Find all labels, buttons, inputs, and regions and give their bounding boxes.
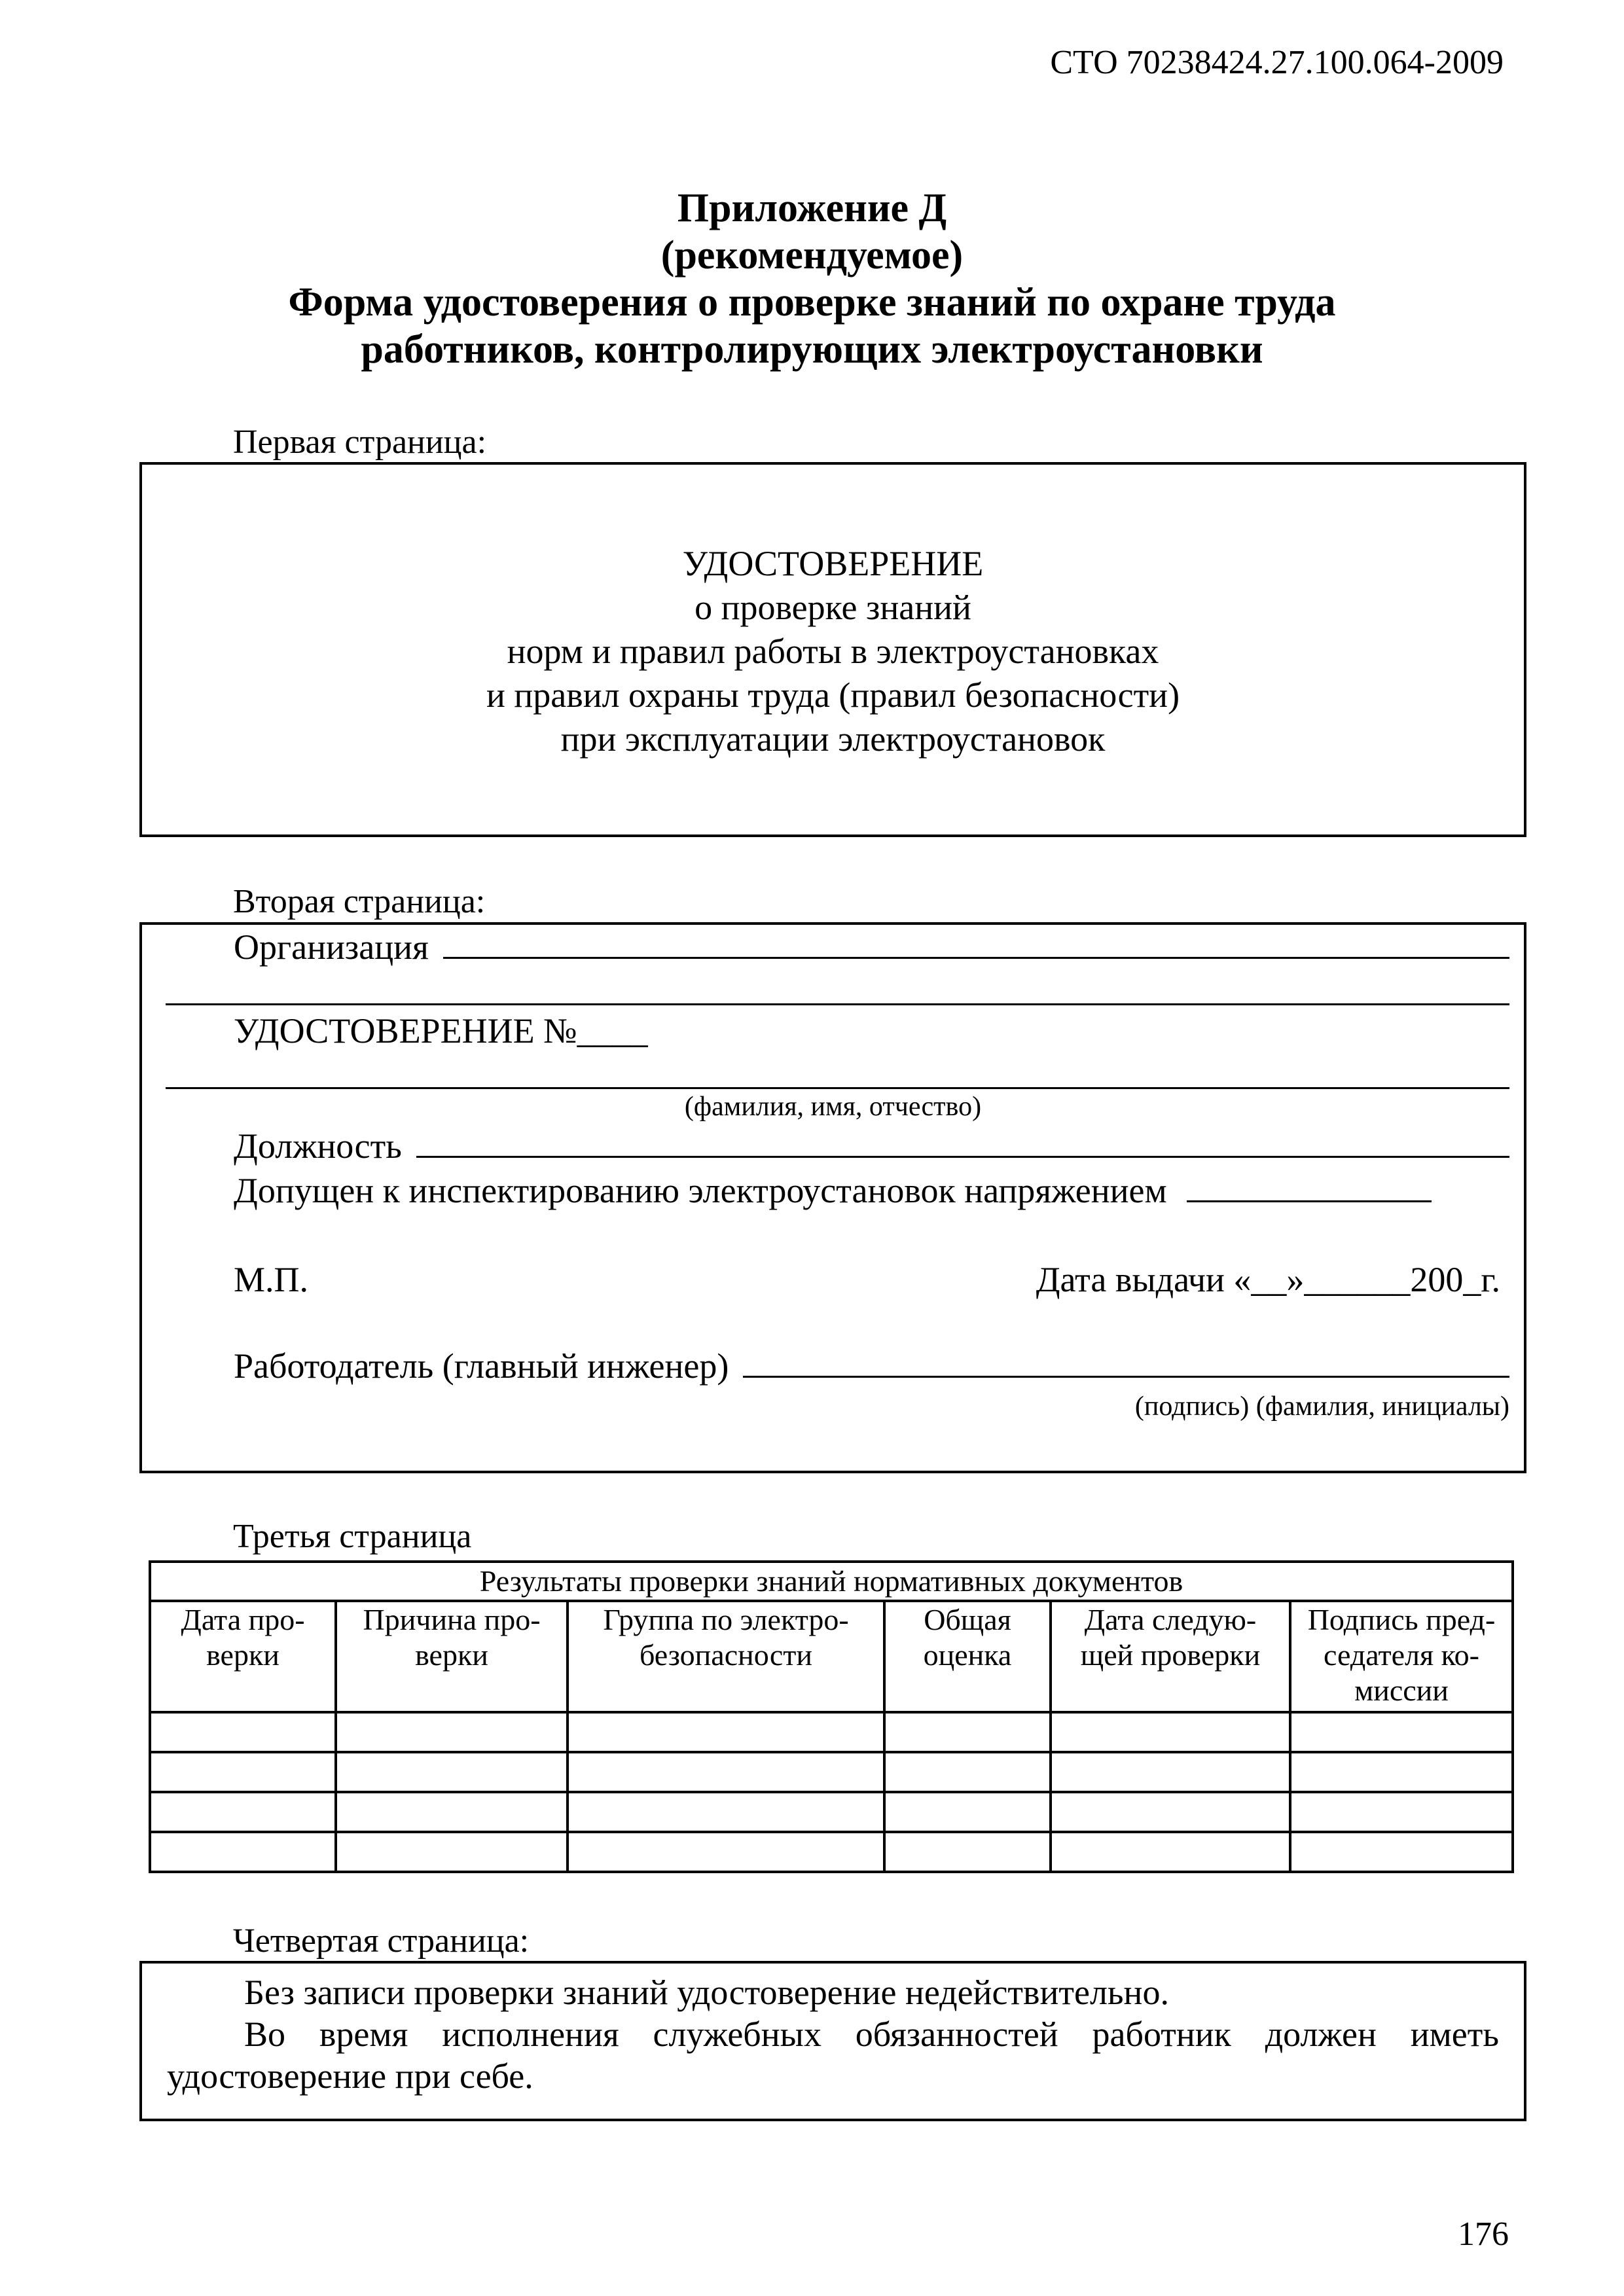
table-header-row bbox=[150, 1601, 1513, 1712]
table-title: Результаты проверки знаний нормативных документов bbox=[150, 1562, 1513, 1601]
organization-field[interactable] bbox=[443, 957, 1509, 959]
document-code: СТО 70238424.27.100.064-2009 bbox=[1050, 44, 1504, 81]
page4-label: Четвертая страница: bbox=[233, 1922, 530, 1960]
carry-certificate-note: Во время исполнения служебных обязанностей работник должен иметь удостоверение при себе. bbox=[167, 2015, 1499, 2096]
cover-line: и правил охраны труда (правил безопасности) bbox=[486, 675, 1180, 715]
employer-label: Работодатель (главный инженер) bbox=[234, 1346, 729, 1386]
cover-line: о проверке знаний bbox=[695, 588, 971, 627]
page1-label: Первая страница: bbox=[233, 423, 487, 461]
voltage-admission-row bbox=[234, 1171, 1509, 1210]
form-title-line-2: работников, контролирующих электроустановки bbox=[361, 327, 1263, 372]
page2-label: Вторая страница: bbox=[233, 883, 486, 920]
table-cell[interactable] bbox=[884, 1832, 1051, 1872]
position-row bbox=[234, 1126, 1509, 1166]
table-cell[interactable] bbox=[568, 1752, 884, 1792]
position-field[interactable] bbox=[416, 1156, 1509, 1158]
column-header: Причина про- верки bbox=[336, 1601, 568, 1712]
certificate-number-row bbox=[234, 1011, 648, 1050]
table-cell[interactable] bbox=[568, 1712, 884, 1752]
table-cell[interactable] bbox=[150, 1752, 336, 1792]
table-cell[interactable] bbox=[568, 1832, 884, 1872]
voltage-admission-label: Допущен к инспектированию электроустановок напряжением bbox=[234, 1171, 1167, 1210]
issue-date-label: Дата выдачи «__»______200_г. bbox=[1036, 1260, 1500, 1299]
signature-caption: (подпись) (фамилия, инициалы) bbox=[1134, 1391, 1509, 1422]
table-cell[interactable] bbox=[1290, 1752, 1513, 1792]
appendix-title: Приложение Д bbox=[677, 186, 947, 230]
table-cell[interactable] bbox=[1290, 1792, 1513, 1832]
table-cell[interactable] bbox=[1051, 1752, 1290, 1792]
page1-frame bbox=[139, 462, 1526, 837]
certificate-cover-text bbox=[142, 542, 1524, 761]
table-cell[interactable] bbox=[568, 1792, 884, 1832]
table-cell[interactable] bbox=[336, 1712, 568, 1752]
cover-line: УДОСТОВЕРЕНИЕ bbox=[682, 544, 984, 583]
page3-label: Третья страница bbox=[233, 1518, 472, 1555]
column-header: Дата про- верки bbox=[150, 1601, 336, 1712]
table-cell[interactable] bbox=[884, 1752, 1051, 1792]
results-table bbox=[149, 1560, 1514, 1873]
table-cell[interactable] bbox=[884, 1792, 1051, 1832]
table-cell[interactable] bbox=[1290, 1712, 1513, 1752]
table-cell[interactable] bbox=[1290, 1832, 1513, 1872]
page4-frame bbox=[139, 1961, 1526, 2121]
form-title-line-1: Форма удостоверения о проверке знаний по охране труда bbox=[288, 280, 1336, 325]
page-number: 176 bbox=[1458, 2215, 1509, 2253]
position-label: Должность bbox=[234, 1126, 402, 1166]
appendix-heading bbox=[0, 185, 1624, 373]
page2-frame bbox=[139, 922, 1526, 1473]
validity-note: Без записи проверки знаний удостоверение недействительно. bbox=[244, 1973, 1169, 2012]
table-cell[interactable] bbox=[150, 1792, 336, 1832]
organization-label: Организация bbox=[234, 927, 429, 967]
table-row bbox=[150, 1832, 1513, 1872]
employer-row bbox=[234, 1346, 1509, 1386]
certificate-number-label: УДОСТОВЕРЕНИЕ №____ bbox=[234, 1011, 648, 1050]
column-header: Группа по электро- безопасности bbox=[568, 1601, 884, 1712]
table-cell[interactable] bbox=[150, 1712, 336, 1752]
appendix-subtitle: (рекомендуемое) bbox=[660, 233, 964, 278]
table-cell[interactable] bbox=[336, 1792, 568, 1832]
organization-field-continuation[interactable] bbox=[166, 1003, 1509, 1005]
table-cell[interactable] bbox=[1051, 1832, 1290, 1872]
employer-signature-field[interactable] bbox=[743, 1376, 1509, 1378]
table-cell[interactable] bbox=[336, 1752, 568, 1792]
table-row bbox=[150, 1792, 1513, 1832]
column-header: Дата следую- щей проверки bbox=[1051, 1601, 1290, 1712]
table-cell[interactable] bbox=[1051, 1712, 1290, 1752]
column-header: Общая оценка bbox=[884, 1601, 1051, 1712]
page4-text bbox=[167, 1971, 1499, 2097]
cover-line: при эксплуатации электроустановок bbox=[560, 719, 1106, 759]
stamp-label: М.П. bbox=[234, 1260, 309, 1299]
organization-row bbox=[234, 927, 1509, 967]
cover-line: норм и правил работы в электроустановках bbox=[507, 632, 1159, 671]
column-header: Подпись пред- седателя ко- миссии bbox=[1290, 1601, 1513, 1712]
table-cell[interactable] bbox=[336, 1832, 568, 1872]
voltage-field[interactable] bbox=[1187, 1200, 1432, 1202]
fio-caption: (фамилия, имя, отчество) bbox=[684, 1092, 982, 1122]
fio-field[interactable] bbox=[166, 1087, 1509, 1089]
table-cell[interactable] bbox=[1051, 1792, 1290, 1832]
table-row bbox=[150, 1712, 1513, 1752]
table-cell[interactable] bbox=[150, 1832, 336, 1872]
table-cell[interactable] bbox=[884, 1712, 1051, 1752]
table-row bbox=[150, 1752, 1513, 1792]
